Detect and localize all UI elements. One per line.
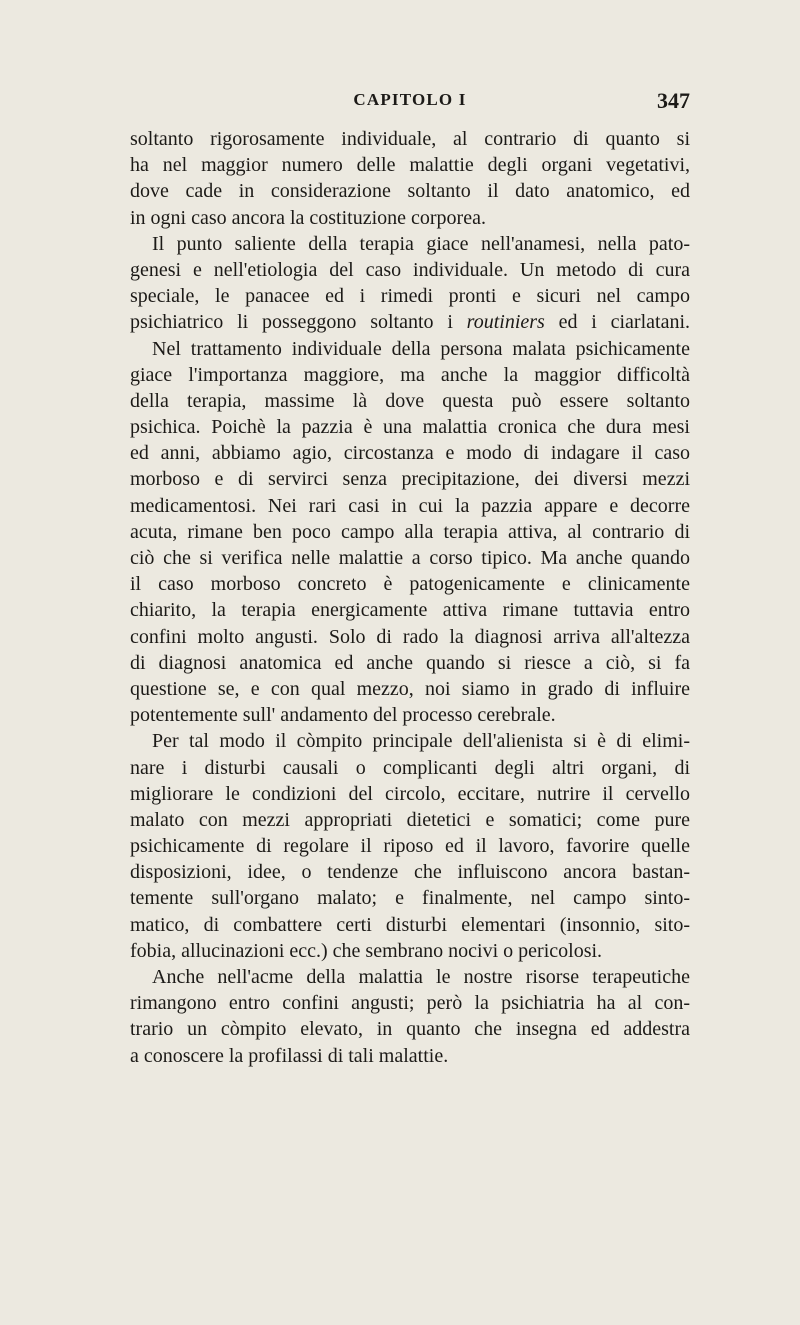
text-line [130, 309, 690, 335]
text-line [130, 152, 690, 178]
text-run: dove cade in considerazione soltanto il dato anatomico, ed [130, 180, 690, 203]
text-run: ciò che si verifica nelle malattie a corso tipico. Ma anche quando [130, 547, 690, 569]
text-run: fobia, allucinazioni ecc.) che sembrano nocivi o pericolosi. [130, 939, 603, 962]
chapter-heading: CAPITOLO I [353, 90, 467, 109]
text-run: chiarito, la terapia energicamente attiva rimane tuttavia entro [130, 599, 690, 622]
text-run: disposizioni, idee, o tendenze che influiscono ancora bastan- [130, 861, 690, 884]
page-number: 347 [657, 88, 690, 113]
text-run: malato con mezzi appropriati dietetici e somatici; come pure [130, 808, 690, 831]
text-line [130, 990, 690, 1016]
italic-term: routiniers [466, 311, 545, 334]
text-line [130, 257, 690, 283]
text-run: ed i ciarlatani. [544, 311, 691, 334]
text-line [130, 755, 690, 781]
text-run: ed anni, abbiamo agio, circostanza e modo di indagare il caso [130, 442, 690, 465]
text-run: Il punto saliente della terapia giace nell'anamesi, nella pato- [152, 232, 690, 255]
text-run: migliorare le condizioni del circolo, eccitare, nutrire il cervello [130, 782, 690, 805]
text-run: Per tal modo il còmpito principale dell'alienista si è di elimi- [152, 730, 690, 753]
text-line [130, 126, 690, 152]
text-line [130, 336, 690, 362]
text-line [130, 781, 690, 807]
text-line [130, 885, 690, 911]
text-line [130, 178, 690, 204]
text-run: rimangono entro confini angusti; però la psichiatria ha al con- [130, 992, 690, 1015]
text-run: psichiatrico li posseggono soltanto i [130, 311, 467, 334]
text-line [130, 493, 690, 519]
text-line [130, 231, 690, 257]
text-line [130, 676, 690, 702]
text-line [130, 728, 690, 754]
text-run: questione se, e con qual mezzo, noi siamo in grado di influire [130, 677, 690, 700]
text-run: soltanto rigorosamente individuale, al contrario di quanto si [130, 128, 690, 150]
text-run: morboso e di servirci senza precipitazione, dei diversi mezzi [130, 468, 690, 491]
text-run: a conoscere la profilassi di tali malattie. [130, 1044, 449, 1067]
text-line [130, 938, 690, 964]
text-line [130, 912, 690, 938]
text-line [130, 283, 690, 309]
text-line [130, 624, 690, 650]
text-line [130, 388, 690, 414]
text-run: temente sull'organo malato; e finalmente, nel campo sinto- [130, 887, 690, 910]
text-run: genesi e nell'etiologia del caso individuale. Un metodo di cura [130, 258, 690, 281]
text-line [130, 1043, 690, 1069]
text-line [130, 466, 690, 492]
text-line [130, 545, 690, 571]
text-run: trario un còmpito elevato, in quanto che insegna ed addestra [130, 1018, 690, 1041]
text-line [130, 859, 690, 885]
text-run: psichicamente di regolare il riposo ed il lavoro, favorire quelle [130, 835, 690, 858]
text-line [130, 362, 690, 388]
text-run: medicamentosi. Nei rari casi in cui la pazzia appare e decorre [130, 494, 690, 517]
text-line [130, 964, 690, 990]
text-run: il caso morboso concreto è patogenicamente e clinicamente [130, 573, 690, 596]
text-line [130, 414, 690, 440]
text-run: nare i disturbi causali o complicanti degli altri organi, di [130, 756, 690, 779]
text-line [130, 571, 690, 597]
text-line [130, 519, 690, 545]
text-run: Anche nell'acme della malattia le nostre risorse terapeutiche [152, 966, 690, 988]
text-run: acuta, rimane ben poco campo alla terapia attiva, al contrario di [130, 520, 690, 543]
text-line [130, 440, 690, 466]
text-line [130, 597, 690, 623]
text-run: giace l'importanza maggiore, ma anche la maggior difficoltà [130, 363, 690, 386]
text-run: potentemente sull' andamento del processo cerebrale. [130, 704, 556, 727]
text-line [130, 650, 690, 676]
text-run: psichica. Poichè la pazzia è una malattia cronica che dura mesi [130, 416, 690, 439]
text-run: ha nel maggior numero delle malattie degli organi vegetativi, [130, 154, 690, 177]
text-line [130, 205, 690, 231]
text-line [130, 807, 690, 833]
text-run: in ogni caso ancora la costituzione corporea. [130, 206, 486, 229]
text-run: confini molto angusti. Solo di rado la diagnosi arriva all'altezza [130, 625, 690, 648]
text-line [130, 833, 690, 859]
text-run: matico, di combattere certi disturbi elementari (insonnio, sito- [130, 913, 690, 936]
text-line [130, 702, 690, 728]
running-head [130, 88, 690, 114]
text-run: di diagnosi anatomica ed anche quando si riesce a ciò, si fa [130, 651, 690, 674]
text-run: Nel trattamento individuale della persona malata psichicamente [152, 337, 690, 360]
text-run: speciale, le panacee ed i rimedi pronti e sicuri nel campo [130, 285, 690, 308]
body-text [130, 126, 690, 1069]
text-run: della terapia, massime là dove questa può essere soltanto [130, 389, 690, 412]
text-line [130, 1016, 690, 1042]
